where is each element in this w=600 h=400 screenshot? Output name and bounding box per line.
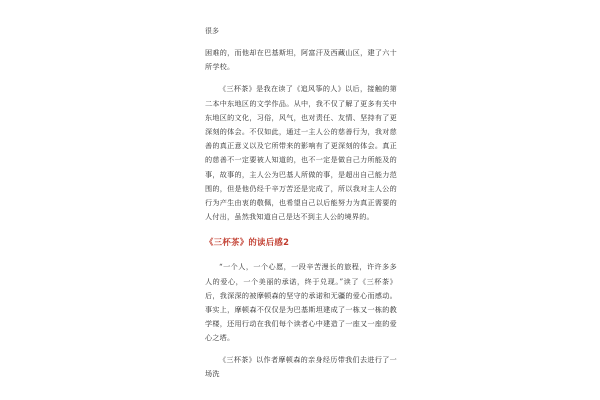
document-content	[205, 26, 397, 388]
paragraph-review-1: 《三杯茶》是我在读了《追风筝的人》以后，接触的第二本中东地区的文学作品。从中，我不仅了解了更多有关中东地区的文化，习俗，风气，也对责任、友情、坚持有了更深刻的体会。不仅如此，通过一主人公的慈善行为，我对慈善的真正意义以及它所带来的影响有了更深刻的体会。真正的慈善不一定要被人知道的，也不一定是做自己力所能及的事，故事的，主人公为巴基人所做的事，是超出自己能力范围的，但是他仍经千辛万苦还是完成了，所以我对主人公的行为产生由衷的敬佩，也希望自己以后能努力为真正需要的人付出，虽然我知道自己是达不到主人公的境界的。	[205, 84, 397, 222]
section-title: 《三杯茶》的读后感2	[205, 237, 290, 248]
header-label: 很多	[205, 27, 219, 35]
paragraph-review-2: “一个人，一个心愿，一段辛苦漫长的旅程，许许多多人的爱心，一个美丽的承诺，终于兑现。”读了《三杯茶》后，我深深的被摩顿森的坚守的承诺和无疆的爱心而感动。事实上，摩顿森不仅仅是为巴基斯坦建成了一栋又一栋的教学楼，还用行动在我们每个读者心中建造了一座又一座的爱心之塔。	[205, 262, 397, 343]
paragraph-review-3: 《三杯茶》以作者摩顿森的亲身经历带我们去进行了一场洗	[205, 354, 397, 378]
paragraph-intro: 困难的，而他却在巴基斯坦，阿富汗及西藏山区，建了六十所学校。	[205, 48, 397, 72]
